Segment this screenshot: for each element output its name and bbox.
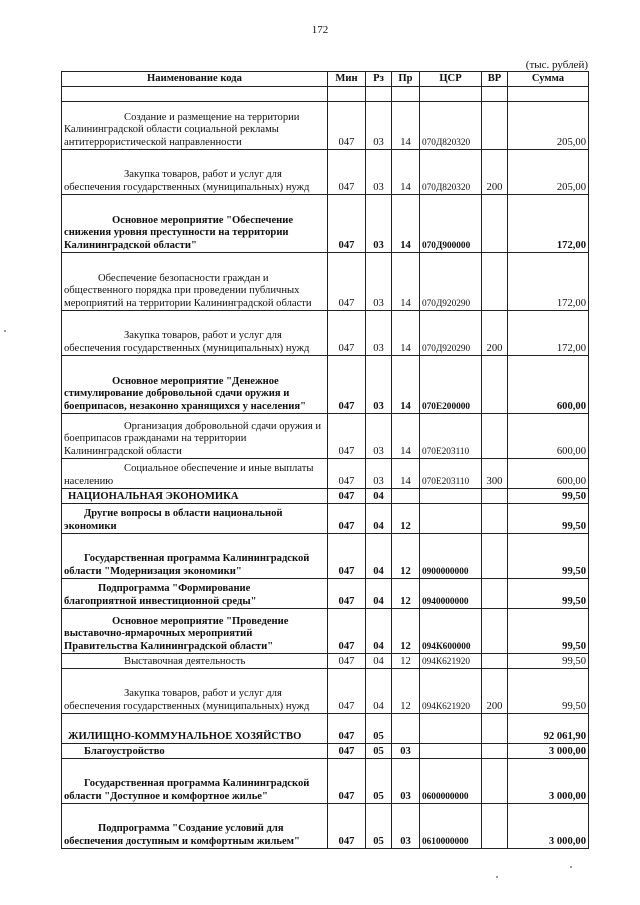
continuation-row bbox=[62, 87, 589, 102]
table-row bbox=[62, 579, 589, 609]
row-vr bbox=[482, 654, 508, 669]
scan-speck bbox=[570, 866, 572, 868]
table-row bbox=[62, 669, 589, 714]
row-vr bbox=[482, 253, 508, 311]
row-sum: 99,50 bbox=[508, 654, 589, 669]
row-rz: 04 bbox=[366, 669, 392, 714]
header-rz: Рз bbox=[366, 72, 392, 87]
row-name: Выставочная деятельность bbox=[62, 654, 328, 669]
budget-table bbox=[61, 71, 589, 849]
row-name: Основное мероприятие "Проведение выставочно-ярмарочных мероприятий Правительства Калининградской области" bbox=[62, 609, 328, 654]
header-name: Наименование кода bbox=[62, 72, 328, 87]
row-rz: 03 bbox=[366, 311, 392, 356]
table-row bbox=[62, 609, 589, 654]
row-sum: 92 061,90 bbox=[508, 714, 589, 744]
row-name: Социальное обеспечение и иные выплаты населению bbox=[62, 459, 328, 489]
row-sum: 205,00 bbox=[508, 102, 589, 150]
row-min: 047 bbox=[328, 102, 366, 150]
row-sum: 99,50 bbox=[508, 489, 589, 504]
table-row bbox=[62, 489, 589, 504]
row-rz: 04 bbox=[366, 654, 392, 669]
row-csr: 094К621920 bbox=[420, 654, 482, 669]
row-csr: 0610000000 bbox=[420, 804, 482, 849]
row-sum: 99,50 bbox=[508, 534, 589, 579]
row-min: 047 bbox=[328, 150, 366, 195]
table-row bbox=[62, 804, 589, 849]
row-min: 047 bbox=[328, 609, 366, 654]
row-sum: 99,50 bbox=[508, 504, 589, 534]
row-csr: 070Д920290 bbox=[420, 253, 482, 311]
row-pr: 14 bbox=[392, 102, 420, 150]
row-rz: 05 bbox=[366, 714, 392, 744]
table-row bbox=[62, 654, 589, 669]
row-rz: 04 bbox=[366, 579, 392, 609]
row-csr bbox=[420, 744, 482, 759]
table-row bbox=[62, 311, 589, 356]
row-min: 047 bbox=[328, 714, 366, 744]
row-rz: 04 bbox=[366, 504, 392, 534]
row-min: 047 bbox=[328, 579, 366, 609]
row-rz: 03 bbox=[366, 102, 392, 150]
row-csr: 070Е203110 bbox=[420, 414, 482, 459]
table-row bbox=[62, 150, 589, 195]
row-name: Закупка товаров, работ и услуг для обеспечения государственных (муниципальных) нужд bbox=[62, 669, 328, 714]
row-min: 047 bbox=[328, 504, 366, 534]
row-name: Государственная программа Калининградской области "Доступное и комфортное жилье" bbox=[62, 759, 328, 804]
row-rz: 04 bbox=[366, 609, 392, 654]
row-rz: 03 bbox=[366, 459, 392, 489]
row-sum: 172,00 bbox=[508, 253, 589, 311]
row-rz: 03 bbox=[366, 195, 392, 253]
header-pr: Пр bbox=[392, 72, 420, 87]
row-min: 047 bbox=[328, 253, 366, 311]
row-pr: 12 bbox=[392, 534, 420, 579]
row-min: 047 bbox=[328, 534, 366, 579]
row-vr bbox=[482, 759, 508, 804]
row-rz: 03 bbox=[366, 150, 392, 195]
row-name: Обеспечение безопасности граждан и общественного порядка при проведении публичных мероприятий на территории Калининградской области bbox=[62, 253, 328, 311]
header-min: Мин bbox=[328, 72, 366, 87]
row-sum: 600,00 bbox=[508, 459, 589, 489]
table-row bbox=[62, 744, 589, 759]
row-csr: 094К621920 bbox=[420, 669, 482, 714]
row-vr bbox=[482, 414, 508, 459]
row-min: 047 bbox=[328, 414, 366, 459]
row-pr bbox=[392, 714, 420, 744]
row-pr: 14 bbox=[392, 195, 420, 253]
header-sum: Сумма bbox=[508, 72, 589, 87]
row-name: ЖИЛИЩНО-КОММУНАЛЬНОЕ ХОЗЯЙСТВО bbox=[62, 714, 328, 744]
row-rz: 05 bbox=[366, 759, 392, 804]
table-row bbox=[62, 534, 589, 579]
row-vr bbox=[482, 489, 508, 504]
table-row bbox=[62, 414, 589, 459]
row-name: Основное мероприятие "Обеспечение снижения уровня преступности на территории Калининградской области" bbox=[62, 195, 328, 253]
row-csr: 070Д920290 bbox=[420, 311, 482, 356]
row-csr: 070Д820320 bbox=[420, 150, 482, 195]
row-pr: 03 bbox=[392, 804, 420, 849]
row-pr bbox=[392, 489, 420, 504]
row-sum: 3 000,00 bbox=[508, 804, 589, 849]
row-pr: 03 bbox=[392, 759, 420, 804]
row-min: 047 bbox=[328, 654, 366, 669]
row-vr: 200 bbox=[482, 150, 508, 195]
row-name: Подпрограмма "Создание условий для обеспечения доступным и комфортным жильем" bbox=[62, 804, 328, 849]
row-pr: 14 bbox=[392, 459, 420, 489]
row-vr bbox=[482, 356, 508, 414]
row-sum: 99,50 bbox=[508, 579, 589, 609]
row-min: 047 bbox=[328, 759, 366, 804]
row-vr bbox=[482, 714, 508, 744]
row-min: 047 bbox=[328, 311, 366, 356]
row-name: НАЦИОНАЛЬНАЯ ЭКОНОМИКА bbox=[62, 489, 328, 504]
row-name: Создание и размещение на территории Калининградской области социальной рекламы антитеррористической направленности bbox=[62, 102, 328, 150]
row-sum: 3 000,00 bbox=[508, 744, 589, 759]
row-csr: 070Е203110 bbox=[420, 459, 482, 489]
row-pr: 14 bbox=[392, 253, 420, 311]
row-name: Другие вопросы в области национальной экономики bbox=[62, 504, 328, 534]
row-rz: 03 bbox=[366, 253, 392, 311]
row-rz: 05 bbox=[366, 744, 392, 759]
row-pr: 14 bbox=[392, 356, 420, 414]
row-min: 047 bbox=[328, 744, 366, 759]
row-min: 047 bbox=[328, 669, 366, 714]
row-name: Организация добровольной сдачи оружия и боеприпасов гражданами на территории Калининградской области bbox=[62, 414, 328, 459]
row-sum: 205,00 bbox=[508, 150, 589, 195]
row-csr: 0940000000 bbox=[420, 579, 482, 609]
row-name: Закупка товаров, работ и услуг для обеспечения государственных (муниципальных) нужд bbox=[62, 150, 328, 195]
row-sum: 172,00 bbox=[508, 311, 589, 356]
row-vr bbox=[482, 195, 508, 253]
row-csr: 070Е200000 bbox=[420, 356, 482, 414]
row-vr bbox=[482, 102, 508, 150]
row-pr: 12 bbox=[392, 654, 420, 669]
row-pr: 14 bbox=[392, 414, 420, 459]
row-csr: 094К600000 bbox=[420, 609, 482, 654]
row-sum: 99,50 bbox=[508, 669, 589, 714]
row-csr: 070Д900000 bbox=[420, 195, 482, 253]
table-row bbox=[62, 195, 589, 253]
page-number: 172 bbox=[311, 24, 329, 36]
row-pr: 14 bbox=[392, 150, 420, 195]
table-header-row bbox=[62, 72, 589, 87]
row-name: Благоустройство bbox=[62, 744, 328, 759]
row-vr bbox=[482, 609, 508, 654]
header-vr: ВР bbox=[482, 72, 508, 87]
row-pr: 12 bbox=[392, 579, 420, 609]
row-min: 047 bbox=[328, 459, 366, 489]
scan-speck bbox=[4, 330, 6, 332]
row-pr: 14 bbox=[392, 311, 420, 356]
row-rz: 04 bbox=[366, 534, 392, 579]
row-sum: 600,00 bbox=[508, 414, 589, 459]
row-vr: 300 bbox=[482, 459, 508, 489]
row-vr bbox=[482, 504, 508, 534]
table-row bbox=[62, 459, 589, 489]
row-sum: 3 000,00 bbox=[508, 759, 589, 804]
row-vr: 200 bbox=[482, 669, 508, 714]
table-row bbox=[62, 714, 589, 744]
row-sum: 99,50 bbox=[508, 609, 589, 654]
row-vr: 200 bbox=[482, 311, 508, 356]
row-name: Государственная программа Калининградской области "Модернизация экономики" bbox=[62, 534, 328, 579]
row-min: 047 bbox=[328, 489, 366, 504]
row-name: Подпрограмма "Формирование благоприятной инвестиционной среды" bbox=[62, 579, 328, 609]
row-sum: 172,00 bbox=[508, 195, 589, 253]
scan-speck bbox=[496, 876, 498, 878]
row-rz: 05 bbox=[366, 804, 392, 849]
table-row bbox=[62, 759, 589, 804]
table-row bbox=[62, 356, 589, 414]
row-rz: 03 bbox=[366, 414, 392, 459]
table-row bbox=[62, 102, 589, 150]
units-label: (тыс. рублей) bbox=[525, 59, 588, 71]
row-min: 047 bbox=[328, 195, 366, 253]
row-vr bbox=[482, 534, 508, 579]
row-pr: 12 bbox=[392, 669, 420, 714]
row-vr bbox=[482, 579, 508, 609]
row-csr: 070Д820320 bbox=[420, 102, 482, 150]
row-csr bbox=[420, 504, 482, 534]
row-min: 047 bbox=[328, 804, 366, 849]
row-csr bbox=[420, 489, 482, 504]
row-pr: 03 bbox=[392, 744, 420, 759]
row-min: 047 bbox=[328, 356, 366, 414]
header-csr: ЦСР bbox=[420, 72, 482, 87]
row-rz: 03 bbox=[366, 356, 392, 414]
row-pr: 12 bbox=[392, 504, 420, 534]
table-row bbox=[62, 253, 589, 311]
row-vr bbox=[482, 804, 508, 849]
row-vr bbox=[482, 744, 508, 759]
row-pr: 12 bbox=[392, 609, 420, 654]
row-sum: 600,00 bbox=[508, 356, 589, 414]
row-csr: 0900000000 bbox=[420, 534, 482, 579]
row-name: Закупка товаров, работ и услуг для обеспечения государственных (муниципальных) нужд bbox=[62, 311, 328, 356]
row-csr: 0600000000 bbox=[420, 759, 482, 804]
row-csr bbox=[420, 714, 482, 744]
row-name: Основное мероприятие "Денежное стимулирование добровольной сдачи оружия и боеприпасов, незаконно хранящихся у населения" bbox=[62, 356, 328, 414]
table-row bbox=[62, 504, 589, 534]
row-rz: 04 bbox=[366, 489, 392, 504]
